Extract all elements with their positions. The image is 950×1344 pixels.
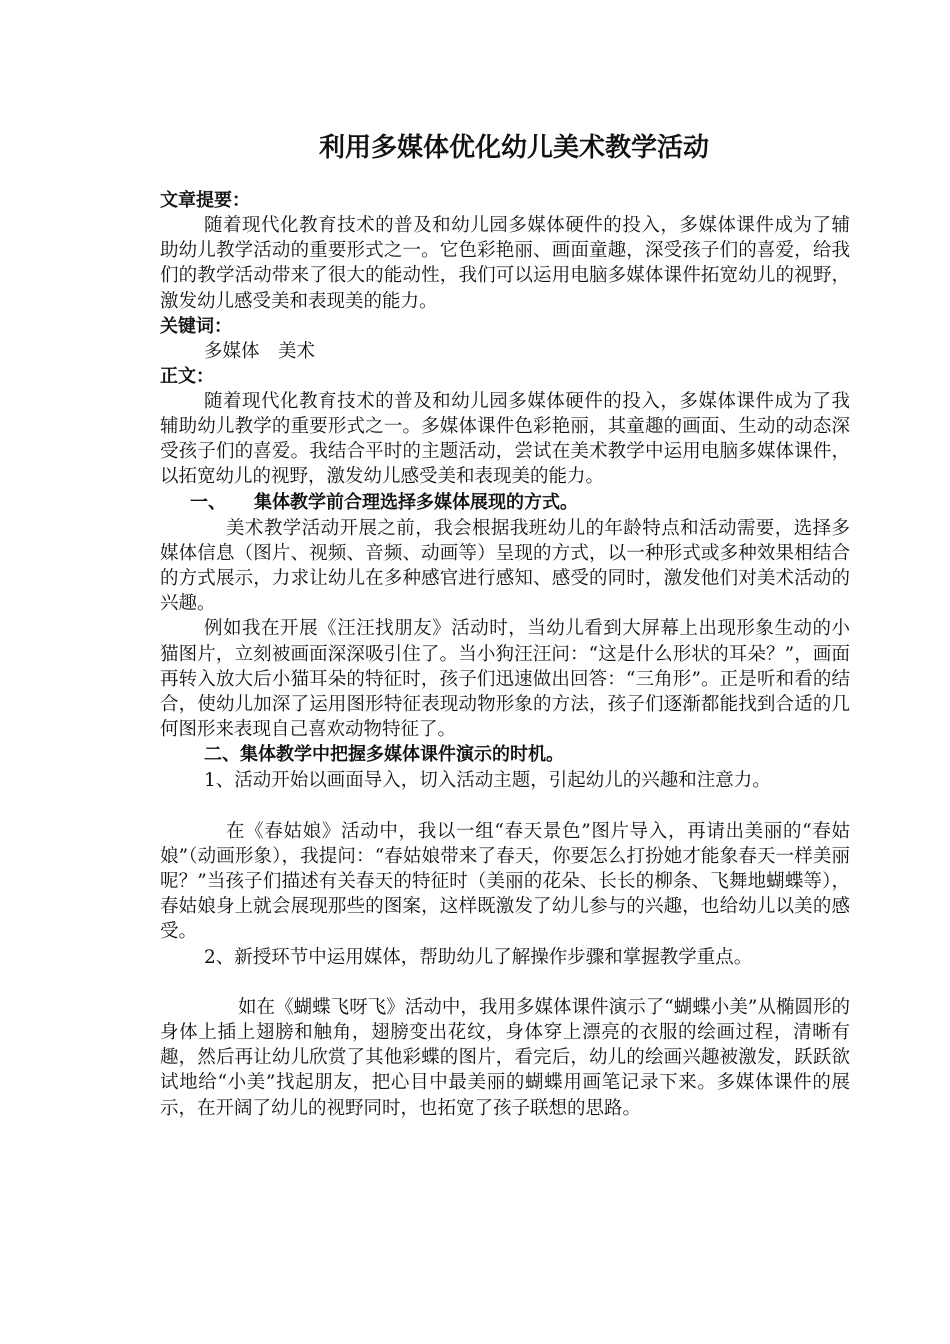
abstract-text: 随着现代化教育技术的普及和幼儿园多媒体硬件的投入，多媒体课件成为了辅助幼儿教学活动的重要形式之一。它色彩艳丽、画面童趣，深受孩子们的喜爱，给我们的教学活动带来了很大的能动性，我们可以运用电脑多媒体课件拓宽幼儿的视野，激发幼儿感受美和表现美的能力。 <box>160 215 850 312</box>
section1-number: 一、 <box>190 491 226 513</box>
blank-line <box>160 970 850 995</box>
abstract-label: 文章提要： <box>160 190 250 211</box>
section2-heading: 二、集体教学中把握多媒体课件演示的时机。 <box>204 744 564 766</box>
section1-heading-text: 集体教学前合理选择多媒体展现的方式。 <box>254 491 578 513</box>
section1-para2: 例如我在开展《汪汪找朋友》活动时，当幼儿看到大屏幕上出现形象生动的小猫图片，立刻被画面深深吸引住了。当小狗汪汪问：“这是什么形状的耳朵？”，画面再转入放大后小猫耳朵的特征时，孩子们迅速做出回答：“三角形”。正是听和看的结合，使幼儿加深了运用图形特征表现动物形象的方法，孩子们逐渐都能找到合适的几何图形来表现自己喜欢动物特征了。 <box>160 618 850 741</box>
body-intro: 随着现代化教育技术的普及和幼儿园多媒体硬件的投入，多媒体课件成为了我辅助幼儿教学的重要形式之一。多媒体课件色彩艳丽，其童趣的画面、生动的动态深受孩子们的喜爱。我结合平时的主题活动，尝试在美术教学中运用电脑多媒体课件，以拓宽幼儿的视野，激发幼儿感受美和表现美的能力。 <box>160 390 850 488</box>
section2-point2: 2、新授环节中运用媒体，帮助幼儿了解操作步骤和掌握教学重点。 <box>204 946 753 968</box>
document-title: 利用多媒体优化幼儿美术教学活动 <box>318 133 709 163</box>
keywords-text: 多媒体 美术 <box>204 340 316 362</box>
section1-heading <box>160 490 850 516</box>
section2-point1: 1、活动开始以画面导入，切入活动主题，引起幼儿的兴趣和注意力。 <box>204 770 771 792</box>
section1-para1: 美术教学活动开展之前，我会根据我班幼儿的年龄特点和活动需要，选择多媒体信息（图片、视频、音频、动画等）呈现的方式，以一种形式或多种效果相结合的方式展示，力求让幼儿在多种感官进行感知、感受的同时，激发他们对美术活动的兴趣。 <box>160 517 850 615</box>
section2-point1-para: 在《春姑娘》活动中，我以一组“春天景色”图片导入，再请出美丽的“春姑娘”（动画形象），我提问：“春姑娘带来了春天，你要怎么打扮她才能象春天一样美丽呢？”当孩子们描述有关春天的特征时（美丽的花朵、长长的柳条、飞舞地蝴蝶等），春姑娘身上就会展现那些的图案，这样既激发了幼儿参与的兴趣，也给幼儿以美的感受。 <box>160 820 850 943</box>
keywords-label: 关键词： <box>160 315 232 337</box>
body-label: 正文： <box>160 365 214 387</box>
blank-line <box>160 794 850 819</box>
document-page <box>160 128 850 1121</box>
section2-point2-para: 如在《蝴蝶飞呀飞》活动中，我用多媒体课件演示了“蝴蝶小美”从椭圆形的身体上插上翅膀和触角，翅膀变出花纹，身体穿上漂亮的衣服的绘画过程，清晰有趣，然后再让幼儿欣赏了其他彩蝶的图片，看完后，幼儿的绘画兴趣被激发，跃跃欲试地给“小美”找起朋友，把心目中最美丽的蝴蝶用画笔记录下来。多媒体课件的展示，在开阔了幼儿的视野同时，也拓宽了孩子联想的思路。 <box>160 996 850 1119</box>
